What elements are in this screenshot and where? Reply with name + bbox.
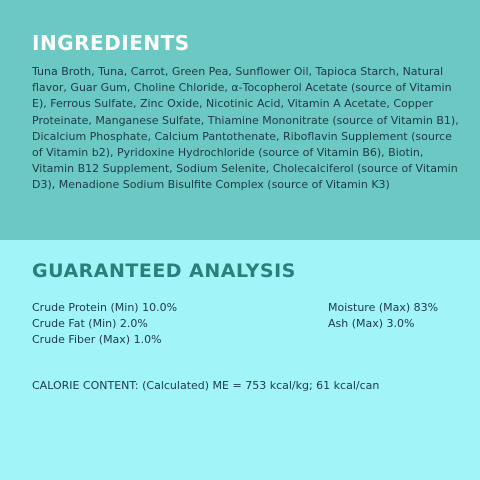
calorie-content: CALORIE CONTENT: (Calculated) ME = 753 kcal/kg; 61 kcal/can	[32, 379, 380, 392]
analysis-left-column	[32, 300, 177, 348]
analysis-right-column	[328, 300, 438, 332]
ingredients-heading: INGREDIENTS	[32, 31, 190, 55]
analysis-item-crude-fiber: Crude Fiber (Max) 1.0%	[32, 333, 162, 346]
analysis-item-moisture: Moisture (Max) 83%	[328, 301, 439, 314]
analysis-item-crude-fat: Crude Fat (Min) 2.0%	[32, 317, 148, 330]
ingredients-list: Tuna Broth, Tuna, Carrot, Green Pea, Sunflower Oil, Tapioca Starch, Natural flavor, Guar Gum, Choline Chloride, α-Tocopherol Acetate (source of Vitamin E), Ferrous Sulfate, Zinc Oxide, Nicotinic Acid, Vitamin A Acetate, Copper Proteinate, Manganese Sulfate, Thiamine Mononitrate (source of Vitamin B1), Dicalcium Phosphate, Calcium Pantothenate, Riboflavin Supplement (source of Vitamin b2), Pyridoxine Hydrochloride (source of Vitamin B6), Biotin, Vitamin B12 Supplement, Sodium Selenite, Cholecalciferol (source of Vitamin D3), Menadione Sodium Bisulfite Complex (source of Vitamin K3)	[32, 65, 459, 192]
analysis-item-crude-protein: Crude Protein (Min) 10.0%	[32, 301, 178, 314]
analysis-item-ash: Ash (Max) 3.0%	[328, 317, 415, 330]
guaranteed-analysis-heading: GUARANTEED ANALYSIS	[32, 260, 296, 282]
